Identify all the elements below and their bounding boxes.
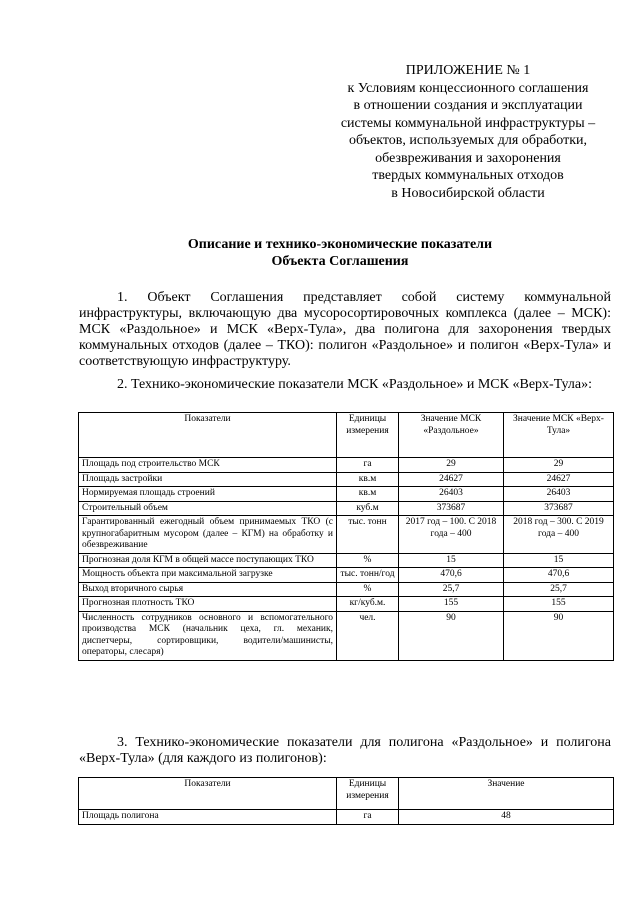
indicator-name: Прогнозная доля КГМ в общей массе поступающих ТКО: [79, 553, 337, 568]
value-verkh-tula: 470,6: [504, 568, 614, 583]
table-row: [79, 501, 614, 516]
indicator-name: Выход вторичного сырья: [79, 582, 337, 597]
appendix-line: системы коммунальной инфраструктуры –: [340, 115, 596, 131]
indicator-name: Площадь под строительство МСК: [79, 458, 337, 473]
value-verkh-tula: 24627: [504, 472, 614, 487]
table-row: [79, 611, 614, 660]
header-indicators: Показатели: [79, 413, 337, 458]
value-razdolnoe: 470,6: [399, 568, 504, 583]
indicator-unit: кв.м: [337, 472, 399, 487]
header-value-verkh-tula: Значение МСК «Верх-Тула»: [504, 413, 614, 458]
header-units: Единицы измерения: [337, 778, 399, 810]
indicator-unit: кг/куб.м.: [337, 597, 399, 612]
header-value-razdolnoe: Значение МСК «Раздольное»: [399, 413, 504, 458]
indicator-name: Площадь застройки: [79, 472, 337, 487]
value-razdolnoe: 2017 год – 100. С 2018 года – 400: [399, 516, 504, 554]
indicator-unit: куб.м: [337, 501, 399, 516]
table-row: [79, 553, 614, 568]
table-row: [79, 568, 614, 583]
value-verkh-tula: 90: [504, 611, 614, 660]
value-verkh-tula: 29: [504, 458, 614, 473]
indicator-unit: тыс. тонн: [337, 516, 399, 554]
appendix-line: объектов, используемых для обработки,: [348, 133, 588, 148]
appendix-line: в отношении создания и эксплуатации: [353, 98, 583, 113]
value-razdolnoe: 15: [399, 553, 504, 568]
header-value: Значение: [399, 778, 614, 810]
paragraph-2: 2. Технико-экономические показатели МСК «Раздольное» и МСК «Верх-Тула»:: [117, 377, 593, 392]
document-title: [60, 236, 620, 270]
table-row: [79, 516, 614, 554]
msk-indicators-table: [78, 412, 614, 661]
indicator-unit: кв.м: [337, 487, 399, 502]
landfill-indicators-table: [78, 777, 614, 825]
indicator-unit: га: [337, 810, 399, 825]
paragraph-3: 3. Технико-экономические показатели для полигона «Раздольное» и полигона «Верх-Тула» (для каждого из полигонов):: [79, 735, 611, 766]
value-razdolnoe: 29: [399, 458, 504, 473]
value-verkh-tula: 26403: [504, 487, 614, 502]
value-razdolnoe: 155: [399, 597, 504, 612]
appendix-line: твердых коммунальных отходов: [372, 168, 564, 183]
table-row: [79, 487, 614, 502]
header-units: Единицы измерения: [337, 413, 399, 458]
value-verkh-tula: 15: [504, 553, 614, 568]
table-header-row: [79, 778, 614, 810]
value-verkh-tula: 373687: [504, 501, 614, 516]
table-row: [79, 582, 614, 597]
title-line-1: Описание и технико-экономические показатели: [187, 237, 493, 252]
value-razdolnoe: 26403: [399, 487, 504, 502]
title-line-2: Объекта Соглашения: [271, 254, 409, 269]
indicator-name: Строительный объем: [79, 501, 337, 516]
indicator-name: Мощность объекта при максимальной загрузке: [79, 568, 337, 583]
value-razdolnoe: 24627: [399, 472, 504, 487]
value-verkh-tula: 155: [504, 597, 614, 612]
indicator-unit: %: [337, 553, 399, 568]
indicator-unit: тыс. тонн/год: [337, 568, 399, 583]
appendix-line: в Новосибирской области: [391, 185, 545, 201]
value-verkh-tula: 2018 год – 300. С 2019 года – 400: [504, 516, 614, 554]
indicator-value: 48: [399, 810, 614, 825]
indicator-name: Прогнозная плотность ТКО: [79, 597, 337, 612]
paragraph-1: 1. Объект Соглашения представляет собой систему коммунальной инфраструктуры, включающую два мусоросортировочных комплекса (далее – МСК): МСК «Раздольное» и МСК «Верх-Тула», два полигона для захоронения твердых коммунальных отходов (далее – ТКО): полигон «Раздольное» и полигон «Верх-Тула» и соответствующую инфраструктуру.: [79, 290, 611, 369]
value-razdolnoe: 90: [399, 611, 504, 660]
table-header-row: [79, 413, 614, 458]
indicator-unit: чел.: [337, 611, 399, 660]
table-row: [79, 810, 614, 825]
appendix-block: [318, 62, 618, 202]
appendix-line: к Условиям концессионного соглашения: [347, 80, 589, 96]
indicator-unit: га: [337, 458, 399, 473]
indicator-name: Площадь полигона: [79, 810, 337, 825]
appendix-line: обезвреживания и захоронения: [375, 150, 561, 166]
table-row: [79, 597, 614, 612]
table-row: [79, 458, 614, 473]
indicator-name: Нормируемая площадь строений: [79, 487, 337, 502]
table-row: [79, 472, 614, 487]
header-indicators: Показатели: [79, 778, 337, 810]
value-verkh-tula: 25,7: [504, 582, 614, 597]
appendix-heading: ПРИЛОЖЕНИЕ № 1: [405, 63, 531, 78]
value-razdolnoe: 25,7: [399, 582, 504, 597]
value-razdolnoe: 373687: [399, 501, 504, 516]
indicator-unit: %: [337, 582, 399, 597]
indicator-name: Гарантированный ежегодный объем принимаемых ТКО (с крупногабаритным мусором (далее – КГМ) на обработку и обезвреживание: [79, 516, 337, 554]
indicator-name: Численность сотрудников основного и вспомогательного производства МСК (начальник цеха, гл. механик, диспетчеры, сортировщики, водители/машинисты, операторы, слесаря): [79, 611, 337, 660]
